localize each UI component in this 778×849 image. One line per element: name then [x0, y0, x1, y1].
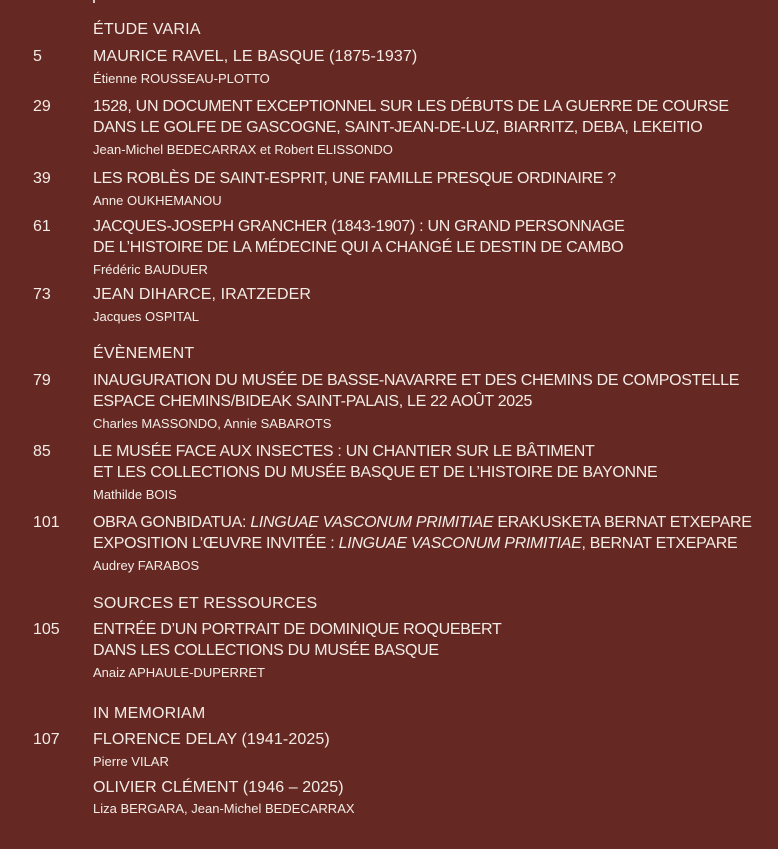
- section-heading-sources-et-ressources: SOURCES ET RESSOURCES: [93, 595, 318, 612]
- entry-authors: Charles MASSONDO, Annie SABAROTS: [93, 416, 332, 431]
- title-text: EXPOSITION L’ŒUVRE INVITÉE :: [93, 535, 339, 552]
- entry-title-line-1: LE MUSÉE FACE AUX INSECTES : UN CHANTIER SUR LE BÂTIMENT: [93, 443, 595, 460]
- entry-authors: Jacques OSPITAL: [93, 309, 199, 324]
- page-number: 29: [33, 98, 51, 115]
- entry-title-line-1: ENTRÉE D’UN PORTRAIT DE DOMINIQUE ROQUEBERT: [93, 621, 502, 638]
- cropped-glyph-fragment: [93, 0, 95, 3]
- page-number: 79: [33, 372, 51, 389]
- entry-title-line-1: JACQUES-JOSEPH GRANCHER (1843-1907) : UN GRAND PERSONNAGE: [93, 218, 625, 235]
- title-italic-text: LINGUAE VASCONUM PRIMITIAE: [338, 535, 582, 552]
- entry-authors: Frédéric BAUDUER: [93, 262, 208, 277]
- title-italic-text: LINGUAE VASCONUM PRIMITIAE: [250, 514, 494, 531]
- section-heading-etude-varia: ÉTUDE VARIA: [93, 21, 201, 38]
- entry-authors: Mathilde BOIS: [93, 487, 177, 502]
- page-number: 73: [33, 286, 51, 303]
- entry-title: MAURICE RAVEL, LE BASQUE (1875-1937): [93, 48, 418, 65]
- entry-authors: Étienne ROUSSEAU-PLOTTO: [93, 71, 270, 86]
- entry-title-line-1: 1528, UN DOCUMENT EXCEPTIONNEL SUR LES DÉBUTS DE LA GUERRE DE COURSE: [93, 98, 729, 115]
- title-text: , BERNAT ETXEPARE: [581, 535, 738, 552]
- page-number: 107: [33, 731, 60, 748]
- entry-title-line-2: DE L’HISTOIRE DE LA MÉDECINE QUI A CHANGÉ LE DESTIN DE CAMBO: [93, 239, 624, 256]
- title-text: ERAKUSKETA BERNAT ETXEPARE: [493, 514, 752, 531]
- entry-title-line-2: [93, 535, 737, 553]
- page-number: 101: [33, 514, 60, 531]
- page-number: 85: [33, 443, 51, 460]
- entry-authors: Audrey FARABOS: [93, 558, 200, 573]
- entry-title-line-1: INAUGURATION DU MUSÉE DE BASSE-NAVARRE ET DES CHEMINS DE COMPOSTELLE: [93, 372, 740, 389]
- entry-title: LES ROBLÈS DE SAINT-ESPRIT, UNE FAMILLE PRESQUE ORDINAIRE ?: [93, 170, 616, 187]
- section-heading-in-memoriam: IN MEMORIAM: [93, 705, 206, 722]
- page-number: 39: [33, 170, 51, 187]
- entry-authors: Liza BERGARA, Jean-Michel BEDECARRAX: [93, 801, 355, 816]
- page-number: 105: [33, 621, 60, 638]
- entry-title-line-1: [93, 514, 752, 532]
- entry-title: FLORENCE DELAY (1941-2025): [93, 731, 330, 748]
- page-number: 5: [33, 48, 42, 65]
- entry-title: OLIVIER CLÉMENT (1946 – 2025): [93, 779, 344, 796]
- page-number: 61: [33, 218, 51, 235]
- entry-authors: Anne OUKHEMANOU: [93, 193, 222, 208]
- entry-title-line-2: ESPACE CHEMINS/BIDEAK SAINT-PALAIS, LE 22 AOÛT 2025: [93, 393, 533, 410]
- entry-authors: Pierre VILAR: [93, 754, 169, 769]
- section-heading-evenement: ÉVÈNEMENT: [93, 345, 195, 362]
- entry-title-line-2: ET LES COLLECTIONS DU MUSÉE BASQUE ET DE L’HISTOIRE DE BAYONNE: [93, 464, 658, 481]
- entry-title: JEAN DIHARCE, IRATZEDER: [93, 286, 312, 303]
- entry-authors: Jean-Michel BEDECARRAX et Robert ELISSONDO: [93, 142, 393, 157]
- entry-title-line-2: DANS LES COLLECTIONS DU MUSÉE BASQUE: [93, 642, 439, 659]
- entry-title-line-2: DANS LE GOLFE DE GASCOGNE, SAINT-JEAN-DE-LUZ, BIARRITZ, DEBA, LEKEITIO: [93, 119, 703, 136]
- entry-authors: Anaiz APHAULE-DUPERRET: [93, 665, 265, 680]
- title-text: OBRA GONBIDATUA:: [93, 514, 251, 531]
